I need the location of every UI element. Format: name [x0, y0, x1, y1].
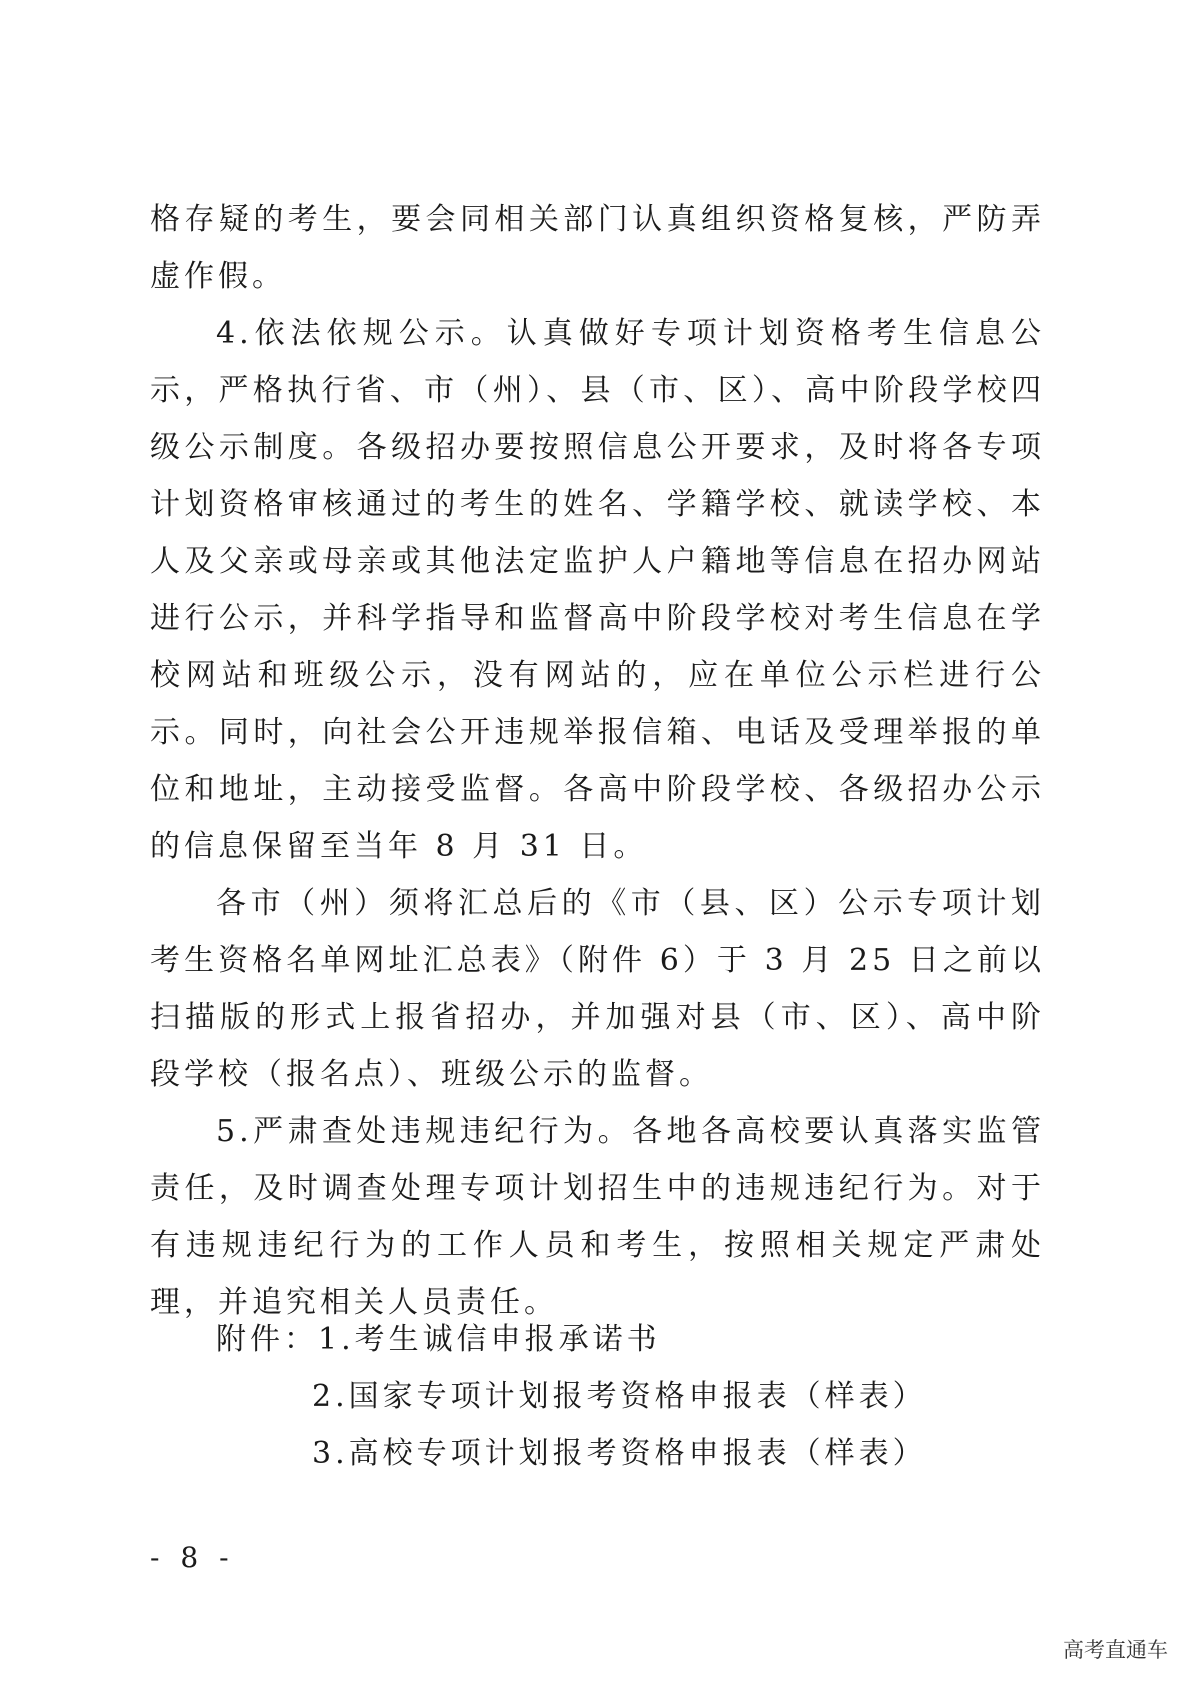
page-number: - 8 - [150, 1541, 235, 1574]
attachments-label: 附件： [216, 1322, 318, 1357]
attachment-item: 2.国家专项计划报考资格申报表（样表） [312, 1379, 927, 1414]
paragraph-violations: 5.严肃查处违规违纪行为。各地各高校要认真落实监管责任，及时调查处理专项计划招生中的违规违纪行为。对于有违规违纪行为的工作人员和考生，按照相关规定严肃处理，并追究相关人员责任。 [150, 1114, 1045, 1320]
paragraph-public-notice: 4.依法依规公示。认真做好专项计划资格考生信息公示，严格执行省、市（州）、县（市、区）、高中阶段学校四级公示制度。各级招办要按照信息公开要求，及时将各专项计划资格审核通过的考生的姓名、学籍学校、就读学校、本人及父亲或母亲或其他法定监护人户籍地等信息在招办网站进行公示，并科学指导和监督高中阶段学校对考生信息在学校网站和班级公示，没有网站的，应在单位公示栏进行公示。同时，向社会公开违规举报信箱、电话及受理举报的单位和地址，主动接受监督。各高中阶段学校、各级招办公示的信息保留至当年 8 月 31 日。 [150, 316, 1045, 864]
attachment-item: 3.高校专项计划报考资格申报表（样表） [312, 1436, 927, 1471]
watermark-text: 高考直通车 [1063, 1638, 1168, 1662]
document-body [150, 191, 1045, 1331]
attachment-item: 附件：1.考生诚信申报承诺书 [216, 1322, 661, 1357]
paragraph-continued: 格存疑的考生，要会同相关部门认真组织资格复核，严防弄虚作假。 [150, 202, 1045, 294]
attachments-list [216, 1311, 1016, 1482]
paragraph-summary-submission: 各市（州）须将汇总后的《市（县、区）公示专项计划考生资格名单网址汇总表》（附件 6）于 3 月 25 日之前以扫描版的形式上报省招办，并加强对县（市、区）、高中阶段学校（报名点）、班级公示的监督。 [150, 886, 1045, 1092]
